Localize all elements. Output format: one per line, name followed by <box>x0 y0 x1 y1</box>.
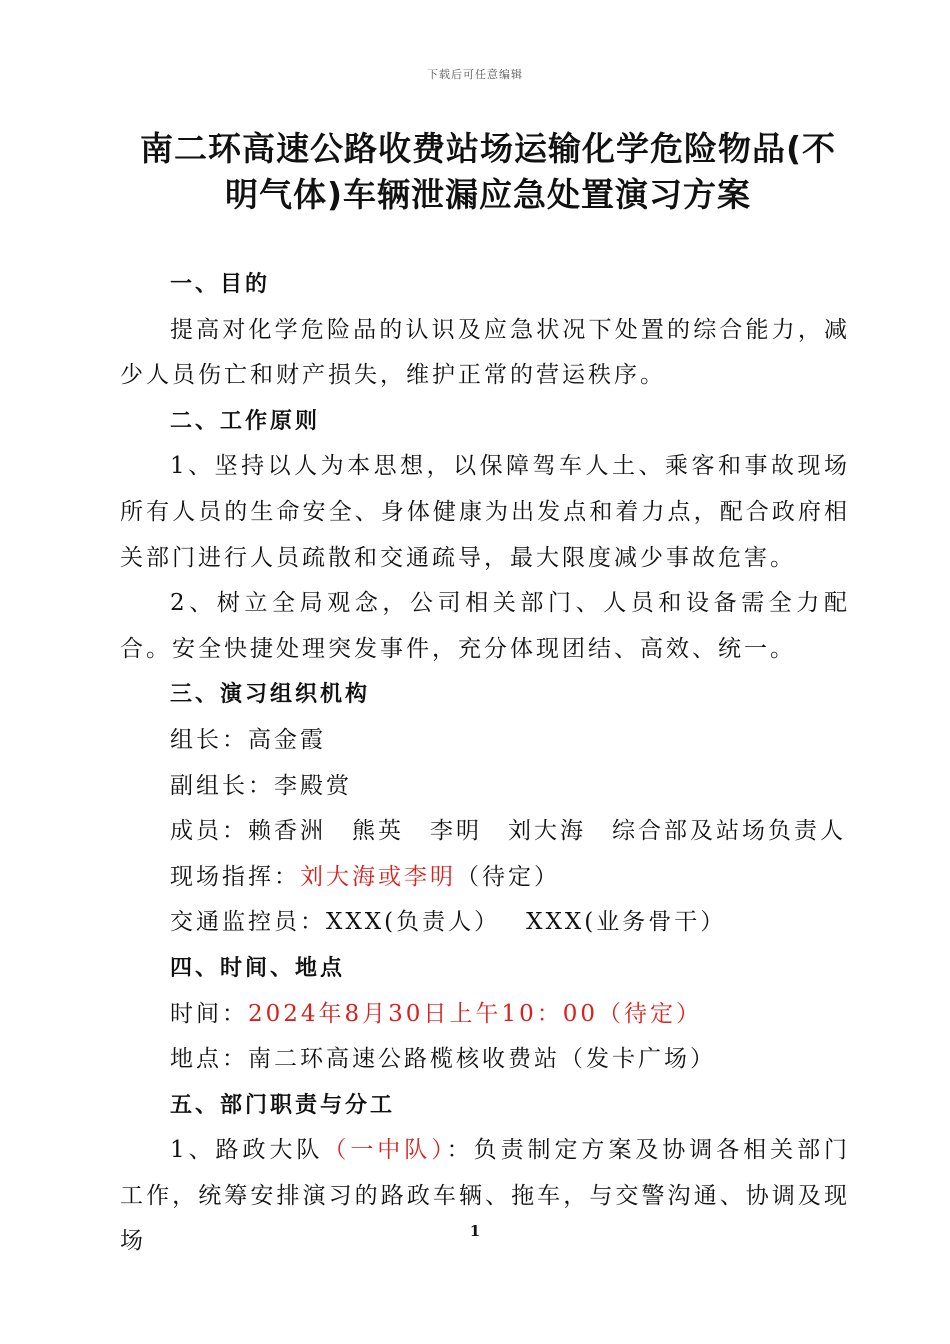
org-commander <box>120 855 850 901</box>
paragraph-purpose: 提高对化学危险品的认识及应急状况下处置的综合能力，减少人员伤亡和财产损失，维护正常的营运秩序。 <box>120 316 850 389</box>
time-line <box>120 992 850 1038</box>
paragraph-principle-2: 2、树立全局观念，公司相关部门、人员和设备需全力配合。安全快捷处理突发事件，充分体现团结、高效、统一。 <box>120 590 850 662</box>
section-heading-purpose: 一、目的 <box>170 272 271 297</box>
commander-label: 现场指挥： <box>170 863 300 890</box>
paragraph-duty-1 <box>120 1128 850 1265</box>
section-heading-duties: 五、部门职责与分工 <box>170 1092 396 1118</box>
org-members <box>120 809 850 855</box>
section-heading-principles: 二、工作原则 <box>170 408 321 434</box>
section-heading-time-place: 四、时间、地点 <box>170 955 346 981</box>
org-leader: 组长：高金霞 <box>170 726 326 753</box>
member-label: 成员：赖香洲 <box>170 818 326 845</box>
member-3: 李明 <box>430 818 482 845</box>
duty-1-squad: （一中队） <box>323 1137 447 1164</box>
commander-value: 刘大海或李明 <box>300 863 456 890</box>
monitor-label: 交通监控员：XXX(负责人） <box>170 909 501 936</box>
org-deputy: 副组长：李殿赏 <box>170 772 352 799</box>
title-line-1: 南二环高速公路收费站场运输化学危险物品(不 <box>139 129 837 168</box>
member-2: 熊英 <box>352 818 404 845</box>
member-4: 刘大海 <box>508 818 586 845</box>
paragraph-principle-1: 1、坚持以人为本思想，以保障驾车人土、乘客和事故现场所有人员的生命安全、身体健康为出发点和着力点，配合政府相关部门进行人员疏散和交通疏导，最大限度减少事故危害。 <box>120 453 850 571</box>
time-label: 时间： <box>170 1000 248 1027</box>
commander-note: （待定） <box>456 863 560 890</box>
place-line: 地点：南二环高速公路榄核收费站（发卡广场） <box>170 1046 716 1073</box>
time-value: 2024年8月30日上午10：00（待定） <box>248 1000 702 1027</box>
document-body <box>120 262 850 1265</box>
monitor-second: XXX(业务骨干） <box>526 909 727 936</box>
header-note: 下载后可任意编辑 <box>427 68 523 81</box>
section-heading-organization: 三、演习组织机构 <box>170 682 371 708</box>
page-number: 1 <box>469 1222 481 1240</box>
duty-1-start: 1、路政大队 <box>170 1137 324 1164</box>
member-5: 综合部及站场负责人 <box>612 818 846 845</box>
duty-1-rest: ：负责制定方案及协调各相关部门工作，统筹安排演习的路政车辆、拖车，与交警沟通、协调及现场 <box>120 1137 851 1255</box>
org-monitor <box>120 900 850 946</box>
title-line-2: 明气体)车辆泄漏应急处置演习方案 <box>224 175 752 214</box>
document-title <box>118 126 858 218</box>
